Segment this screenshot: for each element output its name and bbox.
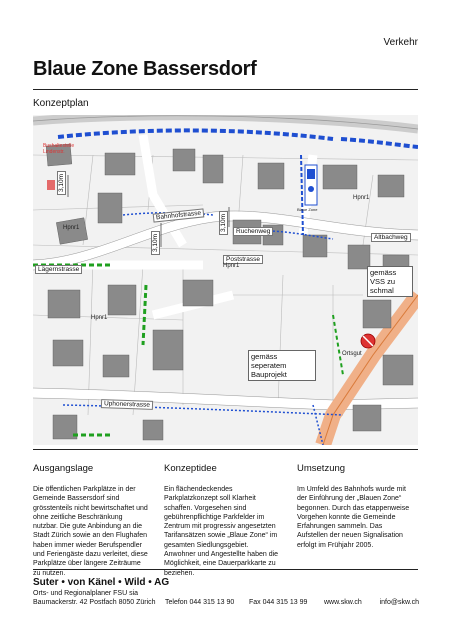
map-rule xyxy=(33,449,418,450)
email-link[interactable]: info@skw.ch xyxy=(379,599,419,606)
sign-text: Blaue Zone xyxy=(297,207,318,212)
page-title: Blaue Zone Bassersdorf xyxy=(33,58,257,80)
footer-rule xyxy=(33,569,418,570)
dimension-label-2: 3,10m xyxy=(219,211,228,235)
note-bauprojekt: gemäss seperatem Bauprojekt xyxy=(248,350,316,381)
red-marker xyxy=(47,180,55,190)
street-label-ruchenweg: Ruchenweg xyxy=(233,227,273,236)
column-ausgangslage xyxy=(33,463,149,578)
street-label-poststrasse: Poststrasse xyxy=(223,255,263,264)
fax: Fax 044 315 13 99 xyxy=(249,599,308,606)
section-label: Konzeptplan xyxy=(33,98,89,109)
note-vss: gemäss VSS zu schmal xyxy=(367,266,413,297)
place-label-3: Hpnr1 xyxy=(353,195,370,201)
street-label-altbachweg: Altbachweg xyxy=(371,233,411,242)
column-heading: Ausgangslage xyxy=(33,463,94,474)
title-rule xyxy=(33,89,418,90)
place-label-1: Hpnr1 xyxy=(63,225,80,231)
map-drawing xyxy=(33,115,418,445)
street-label-uphonerstrasse: Uphonerstrasse xyxy=(101,399,153,410)
concept-map xyxy=(33,115,418,445)
column-umsetzung xyxy=(297,463,413,550)
column-text: Ein flächendeckendes Parkplatzkonzept soll Klarheit schaffen. Vorgesehen sind gebührenpflichtige Parkfelder im Zentrum mit progressiv angesetzten Tarifansätzen sowie „Blaue Zone“ im gesamten Siedlungsgebiet. Anwohner und Angestellte haben die Möglichkeit, eine Dauerparkkarte zu beziehen. xyxy=(164,486,279,577)
category-label: Verkehr xyxy=(383,37,418,48)
dimension-label-3: 3,10m xyxy=(151,231,160,255)
column-heading: Umsetzung xyxy=(297,463,346,474)
place-label-2: Hpnr1 xyxy=(223,263,240,269)
company-name: Suter • von Känel • Wild • AG xyxy=(33,577,170,588)
phone: Telefon 044 315 13 90 xyxy=(165,599,235,606)
street-label-laegernstrasse: Lägernstrasse xyxy=(35,265,82,274)
place-label-ortsgut: Ortsgut xyxy=(342,351,362,357)
column-text: Im Umfeld des Bahnhofs wurde mit der Einführung der „Blauen Zone“ begonnen. Durch das etappenweise Vorgehen konnte die Gemeinde Erfahrungen sammeln. Das Aufstellen der neuen Signalisation erfolgt im Frühjahr 2005. xyxy=(297,486,410,549)
column-heading: Konzeptidee xyxy=(164,463,217,474)
dimension-label-1: 3,10m xyxy=(57,171,66,195)
company-subline: Orts- und Regionalplaner FSU sia xyxy=(33,590,139,597)
footer xyxy=(33,577,419,597)
column-text: Die öffentlichen Parkplätze in der Gemeinde Bassersdorf sind grösstenteils nicht bewirtschaftet und ohne zeitliche Beschränkung nutzbar. Die gute Anbindung an die Stadt Zürich sowie an den Flughafen haben immer wieder Berufspendler und Feriengäste dazu verleitet, diese Parkplätze über längere Zeiträume zu nutzen. xyxy=(33,486,148,577)
red-label: Bushaltestelle Lindenstr. xyxy=(43,143,75,155)
address: Baumackerstr. 42 Postfach 8050 Zürich xyxy=(33,599,156,606)
web-link[interactable]: www.skw.ch xyxy=(324,599,362,606)
street-label-bahnhofstrasse: Bahnhofstrasse xyxy=(153,208,205,222)
place-label-4: Hpnr1 xyxy=(91,315,108,321)
column-konzeptidee xyxy=(164,463,280,578)
